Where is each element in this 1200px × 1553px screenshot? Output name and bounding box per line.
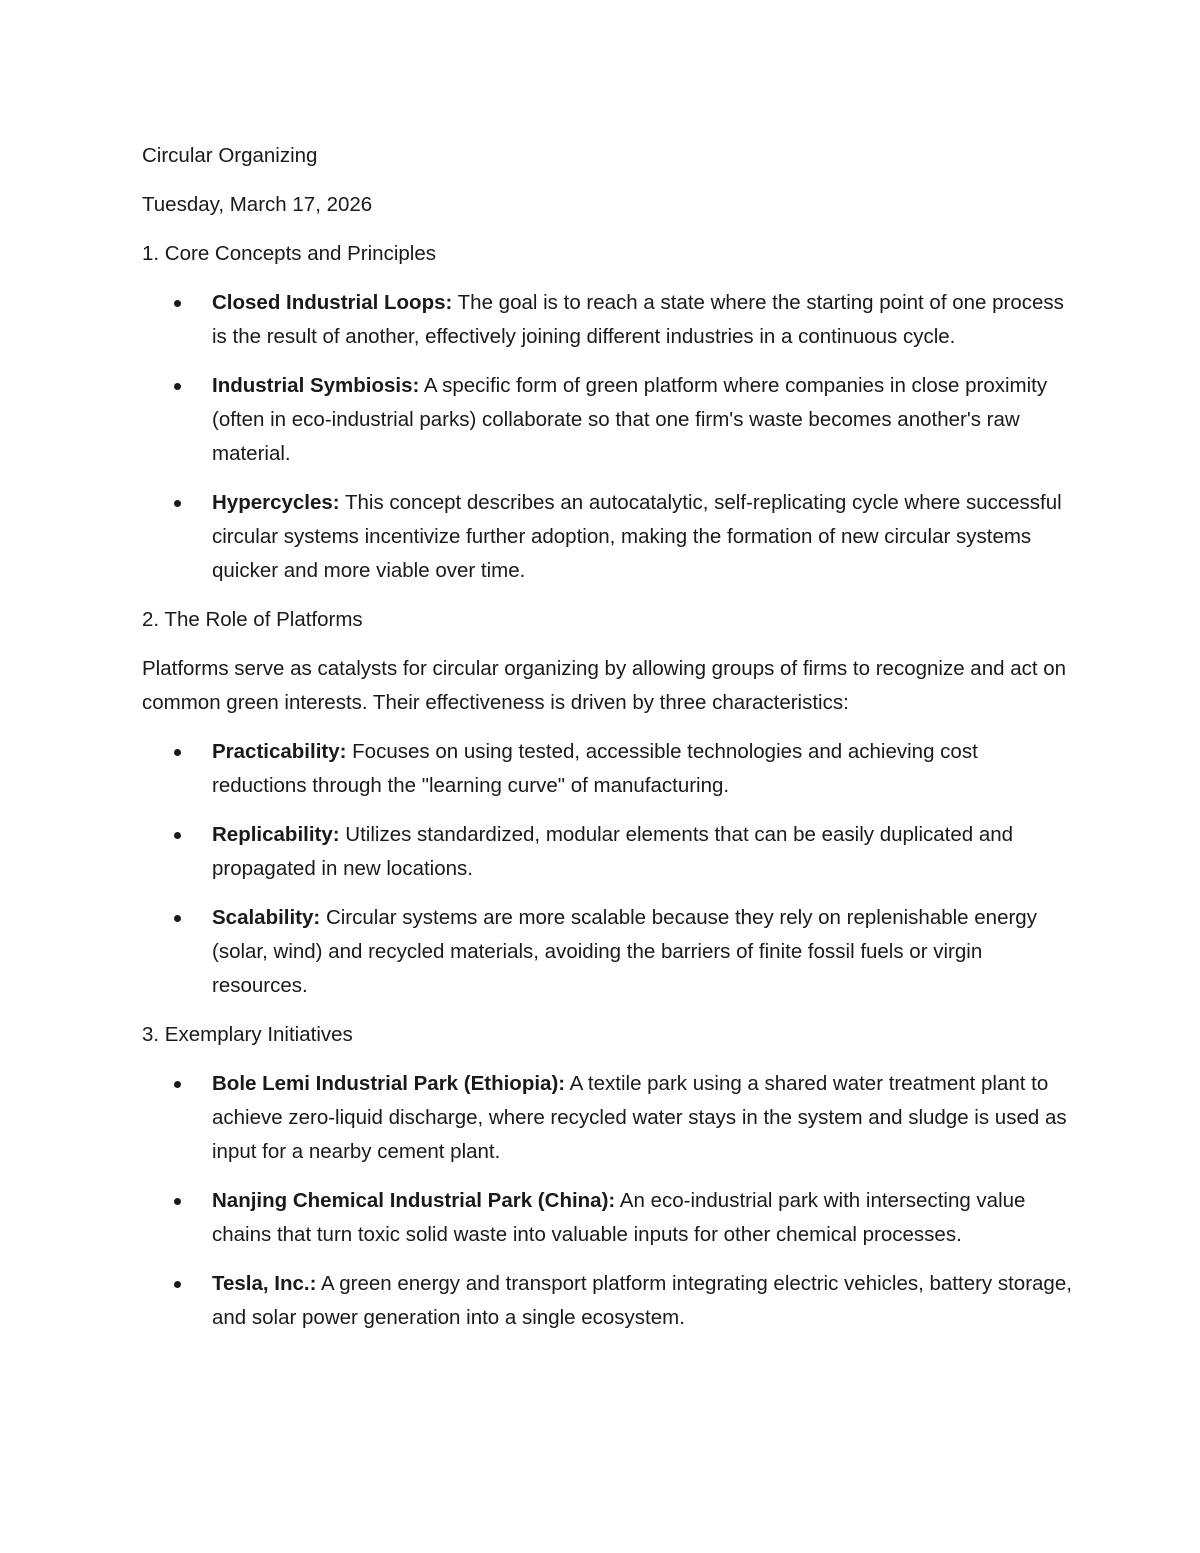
list-item-term: Nanjing Chemical Industrial Park (China): [212,1189,616,1212]
list-item-term: Replicability: [212,823,340,846]
list-item [142,486,1072,588]
list-item-term: Practicability: [212,740,347,763]
section-heading: 1. Core Concepts and Principles [142,242,436,265]
list-item-text: An eco-industrial park with intersecting value chains that turn toxic solid waste into valuable inputs for other chemical processes. [212,1189,1026,1246]
list-item-term: Hypercycles: [212,491,340,514]
bullet-icon [174,749,181,756]
bullet-icon [174,1198,181,1205]
bullet-icon [174,1281,181,1288]
bullet-icon [174,500,181,507]
list-item-text: The goal is to reach a state where the starting point of one process is the result of another, effectively joining different industries in a continuous cycle. [212,291,1064,348]
section-exemplary-initiatives [142,1018,1072,1335]
list-item-term: Bole Lemi Industrial Park (Ethiopia): [212,1072,566,1095]
bullet-list [142,735,1072,1003]
bullet-list [142,286,1072,588]
list-item-term: Closed Industrial Loops: [212,291,453,314]
list-item-text: A specific form of green platform where companies in close proximity (often in eco-industrial parks) collaborate so that one firm's waste becomes another's raw material. [212,374,1048,465]
list-item-text: A textile park using a shared water treatment plant to achieve zero-liquid discharge, where recycled water stays in the system and sludge is used as input for a nearby cement plant. [212,1072,1067,1163]
list-item-term: Industrial Symbiosis: [212,374,420,397]
list-item-text: Utilizes standardized, modular elements that can be easily duplicated and propagated in new locations. [212,823,1014,880]
list-item [142,1184,1072,1252]
bullet-icon [174,832,181,839]
list-item [142,901,1072,1003]
section-heading: 3. Exemplary Initiatives [142,1023,353,1046]
list-item-text: Focuses on using tested, accessible technologies and achieving cost reductions through the "learning curve" of manufacturing. [212,740,978,797]
list-item-term: Tesla, Inc.: [212,1272,317,1295]
list-item [142,1067,1072,1169]
list-item-text: Circular systems are more scalable because they rely on replenishable energy (solar, wind) and recycled materials, avoiding the barriers of finite fossil fuels or virgin resources. [212,906,1037,997]
list-item [142,369,1072,471]
list-item-text: This concept describes an autocatalytic, self-replicating cycle where successful circular systems incentivize further adoption, making the formation of new circular systems quicker and more viable over time. [212,491,1062,582]
list-item [142,818,1072,886]
list-item [142,286,1072,354]
bullet-icon [174,383,181,390]
section-heading: 2. The Role of Platforms [142,608,363,631]
section-role-of-platforms [142,603,1072,1003]
document-title: Circular Organizing [142,144,318,167]
list-item-term: Scalability: [212,906,321,929]
document-date: Tuesday, March 17, 2026 [142,193,373,216]
bullet-list [142,1067,1072,1335]
bullet-icon [174,1081,181,1088]
list-item-text: A green energy and transport platform integrating electric vehicles, battery storage, and solar power generation into a single ecosystem. [212,1272,1072,1329]
list-item [142,1267,1072,1335]
bullet-icon [174,915,181,922]
document-page [142,139,1072,1350]
section-intro-paragraph: Platforms serve as catalysts for circular organizing by allowing groups of firms to recognize and act on common green interests. Their effectiveness is driven by three characteristics: [142,657,1067,714]
section-core-concepts [142,237,1072,588]
bullet-icon [174,300,181,307]
list-item [142,735,1072,803]
